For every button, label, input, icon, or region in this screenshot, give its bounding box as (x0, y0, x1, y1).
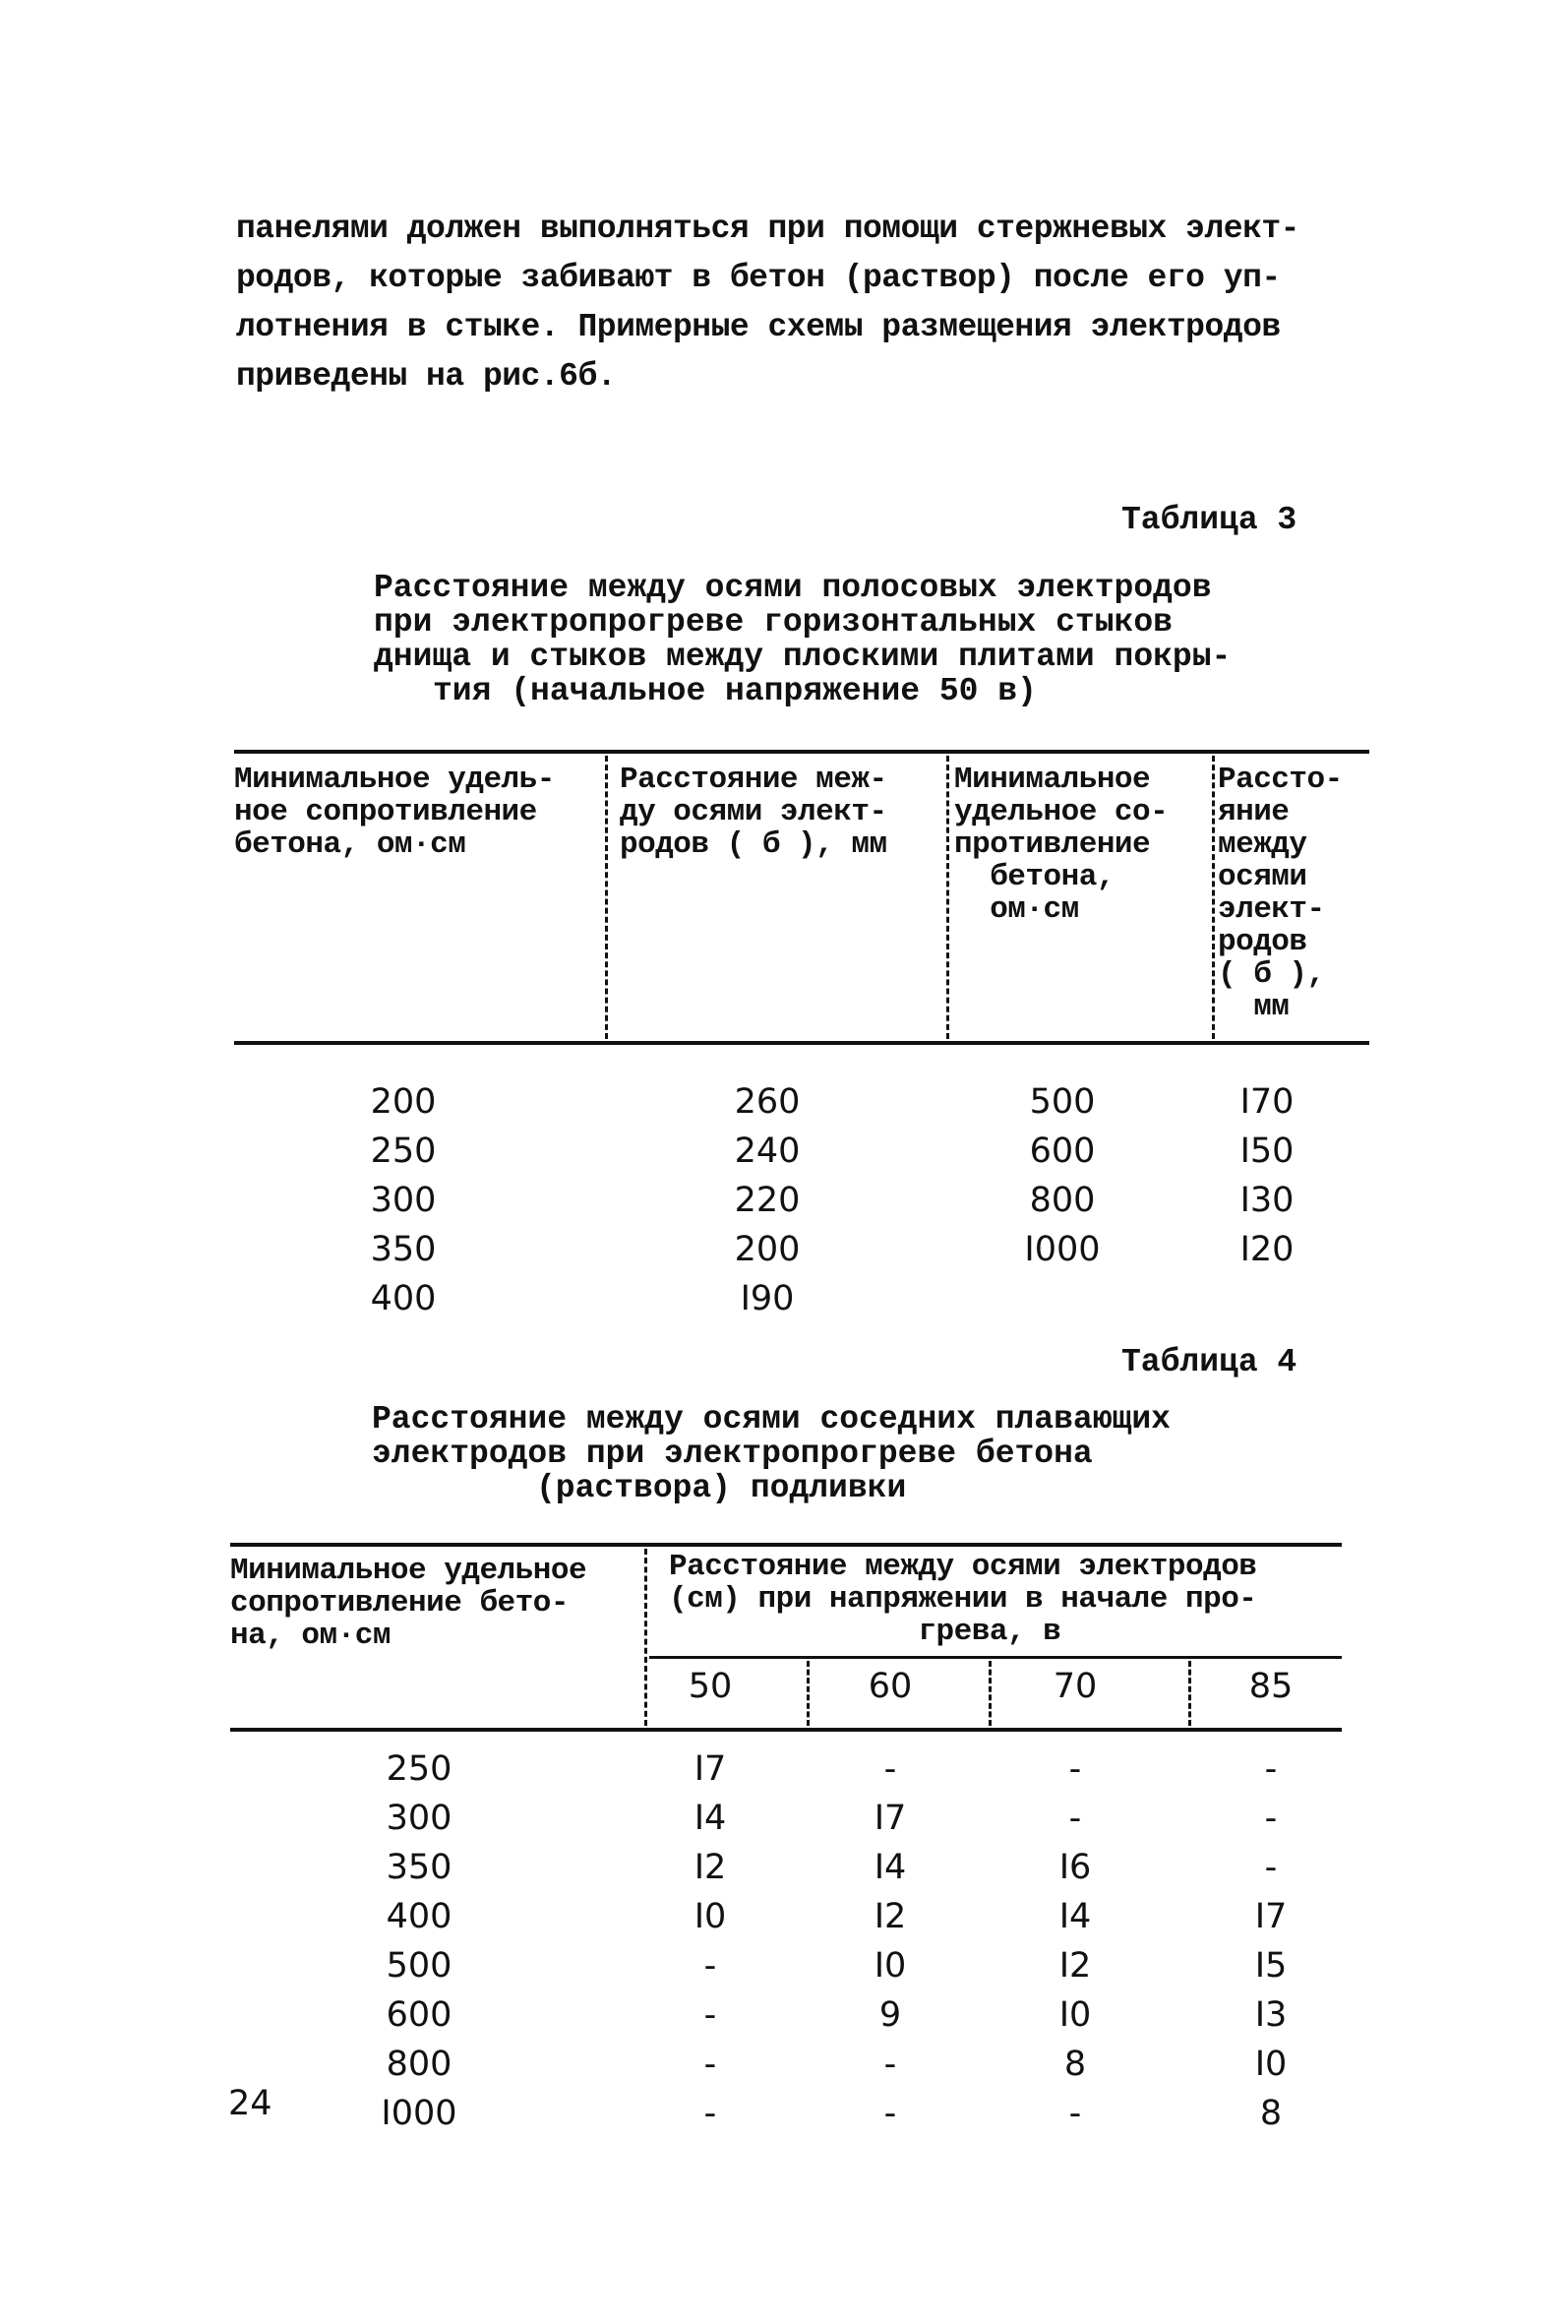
table4-label: Таблица 4 (1121, 1344, 1297, 1380)
table3-cell: I000 (1024, 1230, 1101, 1269)
table4-cell: I2 (874, 1897, 907, 1936)
table4-cell: I7 (874, 1799, 907, 1838)
table4-cell: - (1264, 1848, 1278, 1887)
table4-column-divider (989, 1661, 992, 1726)
table3-cell: 240 (734, 1131, 801, 1171)
table4-header-distance-group: Расстояние между осями электродов (см) при напряжении в начале про- грева, в (669, 1550, 1257, 1649)
table3-cell: 220 (734, 1181, 801, 1220)
table4-cell: I6 (1058, 1848, 1092, 1887)
table4-cell: I000 (381, 2094, 457, 2133)
table4-caption-line: электродов при электропрогреве бетона (372, 1436, 1093, 1472)
table3-caption-line: Расстояние между осями полосовых электродов (374, 570, 1212, 606)
table3-cell: 600 (1029, 1131, 1096, 1171)
table4-cell: 500 (386, 1946, 452, 1986)
page-number: 24 (228, 2084, 272, 2123)
table3-cell: I20 (1239, 1230, 1295, 1269)
intro-line: панелями должен выполняться при помощи стержневых элект- (236, 211, 1299, 247)
table3-cell: 300 (370, 1181, 437, 1220)
table4-cell: I2 (1058, 1946, 1092, 1986)
table4-cell: - (1068, 1749, 1082, 1789)
table3-cell: 500 (1029, 1082, 1096, 1122)
table3-top-rule (234, 750, 1369, 754)
table4-cell: 300 (386, 1799, 452, 1838)
table4-cell: - (703, 1995, 717, 2035)
table3-caption-line: днища и стыков между плоскими плитами покры- (374, 639, 1232, 675)
table4-cell: 350 (386, 1848, 452, 1887)
table4-cell: - (883, 1749, 897, 1789)
table4-cell: I0 (694, 1897, 727, 1936)
table4-cell: I4 (874, 1848, 907, 1887)
table3-cell: 250 (370, 1131, 437, 1171)
table3-column-divider (946, 756, 949, 1039)
table4-cell: 8 (1063, 2045, 1087, 2084)
table3-cell: I50 (1239, 1131, 1295, 1171)
table3-label: Таблица 3 (1121, 502, 1297, 538)
table4-caption-line: (раствора) подливки (536, 1470, 907, 1506)
table3-header-min-resistance: Минимальное удель- ное сопротивление бетона, ом·см (234, 763, 555, 862)
intro-paragraph (236, 205, 1357, 401)
table3-cell: 260 (734, 1082, 801, 1122)
table4-voltage-header: 50 (688, 1667, 733, 1706)
table4-cell: I4 (694, 1799, 727, 1838)
table4-cell: 600 (386, 1995, 452, 2035)
table4-cell: I4 (1058, 1897, 1092, 1936)
table4-top-rule (230, 1543, 1342, 1547)
table4-column-divider (644, 1549, 647, 1726)
table4-header-min-resistance: Минимальное удельное сопротивление бето- на, ом·см (230, 1554, 587, 1653)
table4-voltage-header: 85 (1248, 1667, 1294, 1706)
table3-header-rule (234, 1041, 1369, 1045)
table4-column-divider (807, 1661, 810, 1726)
table4-cell: - (703, 2094, 717, 2133)
table4-cell: - (1068, 1799, 1082, 1838)
intro-line: приведены на рис.6б. (236, 358, 617, 395)
table4-voltage-header: 70 (1053, 1667, 1098, 1706)
table4-cell: - (703, 1946, 717, 1986)
table4-cell: 400 (386, 1897, 452, 1936)
table4-cell: - (1068, 2094, 1082, 2133)
table3-cell: I30 (1239, 1181, 1295, 1220)
table4-cell: - (703, 2045, 717, 2084)
table4-voltage-header: 60 (868, 1667, 913, 1706)
table4-cell: I7 (694, 1749, 727, 1789)
table3-cell: 800 (1029, 1181, 1096, 1220)
table3-header-min-resistance-2: Минимальное удельное со- противление бетона, ом·см (954, 763, 1169, 927)
table4-cell: - (883, 2094, 897, 2133)
table4-cell: 8 (1259, 2094, 1283, 2133)
table4-header-rule (230, 1728, 1342, 1732)
table4-cell: I0 (1058, 1995, 1092, 2035)
table3-column-divider (1212, 756, 1215, 1039)
table4-subheader-rule (649, 1656, 1342, 1659)
table4-cell: 9 (878, 1995, 902, 2035)
intro-line: родов, которые забивают в бетон (раствор) после его уп- (236, 260, 1281, 296)
table3-cell: 200 (734, 1230, 801, 1269)
table3-cell: 400 (370, 1279, 437, 1318)
table3-cell: I70 (1239, 1082, 1295, 1122)
table4-column-divider (1188, 1661, 1191, 1726)
table3-header-distance-2: Рассто- яние между осями элект- родов ( б ), мм (1218, 763, 1343, 1024)
intro-line: лотнения в стыке. Примерные схемы размещения электродов (236, 309, 1281, 345)
table4-caption-line: Расстояние между осями соседних плавающих (372, 1401, 1171, 1437)
table4-cell: 250 (386, 1749, 452, 1789)
table4-cell: 800 (386, 2045, 452, 2084)
table4-cell: I2 (694, 1848, 727, 1887)
table4-cell: I0 (1254, 2045, 1288, 2084)
table4-cell: - (1264, 1749, 1278, 1789)
table4-cell: I3 (1254, 1995, 1288, 2035)
table3-header-distance: Расстояние меж- ду осями элект- родов ( б ), мм (620, 763, 887, 862)
table4-cell: I7 (1254, 1897, 1288, 1936)
table3-cell: 350 (370, 1230, 437, 1269)
table4-cell: - (1264, 1799, 1278, 1838)
table3-cell: 200 (370, 1082, 437, 1122)
table3-cell: I90 (740, 1279, 795, 1318)
table4-cell: I5 (1254, 1946, 1288, 1986)
table4-cell: I0 (874, 1946, 907, 1986)
table4-cell: - (883, 2045, 897, 2084)
table3-caption-line: при электропрогреве горизонтальных стыков (374, 604, 1173, 641)
table3-column-divider (605, 756, 608, 1039)
table3-caption-line: тия (начальное напряжение 50 в) (433, 673, 1037, 709)
